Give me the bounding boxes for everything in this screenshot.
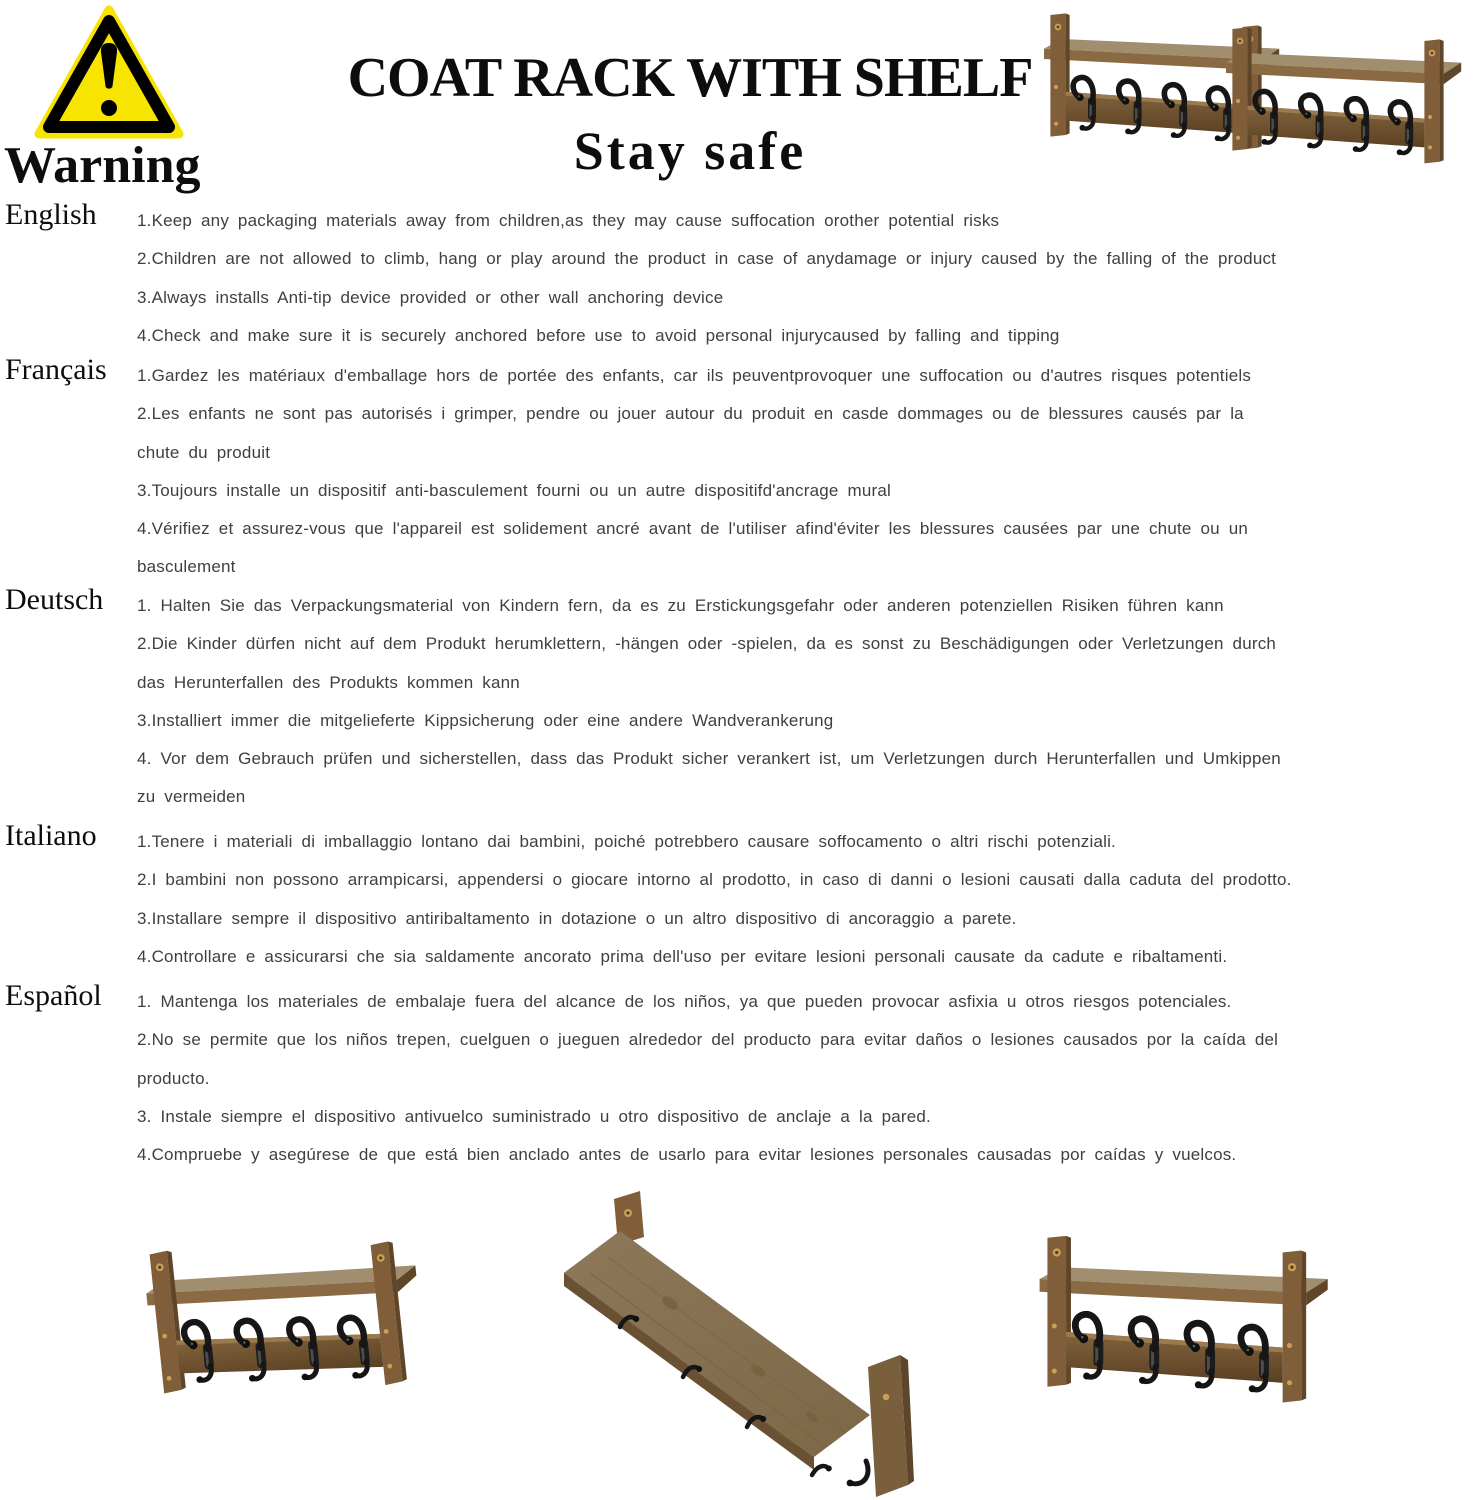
page-subtitle: Stay safe (573, 121, 807, 181)
warning-line: chute du produit (137, 442, 271, 462)
warning-line: 4.Controllare e assicurarsi che sia saldamente ancorato prima dell'uso per evitare lesioni personali causate da cadute e ribaltamenti. (137, 946, 1228, 966)
coat-rack-pair-photo (1012, 2, 1473, 207)
warning-label: Warning (4, 137, 201, 194)
language-label-english: English (5, 198, 97, 231)
warning-line: 1.Tenere i materiali di imballaggio lontano dai bambini, poiché potrebbero causare soffocamento o altri rischi potenziali. (137, 832, 1116, 851)
warning-line: 3.Always installs Anti-tip device provided or other wall anchoring device (137, 287, 724, 307)
warning-line: basculement (137, 557, 236, 577)
warning-line: 2.I bambini non possono arrampicarsi, appendersi o giocare intorno al prodotto, in caso di danni o lesioni causati dalla caduta del prodotto. (137, 870, 1292, 890)
warning-line: 1. Mantenga los materiales de embalaje fuera del alcance de los niños, ya que pueden provocar asfixia u otros riesgos potenciales. (137, 992, 1232, 1011)
warning-line: 4.Compruebe y asegúrese de que está bien anclado antes de usarlo para evitar lesiones personales causadas por caídas y vuelcos. (137, 1145, 1237, 1165)
warning-line: 4. Vor dem Gebrauch prüfen und sicherstellen, dass das Produkt sicher verankert ist, um Verletzungen durch Herunterfallen und Umkippen (137, 749, 1281, 769)
coat-rack-angled-photo (103, 1196, 448, 1456)
coat-rack-front-photo (1012, 1222, 1352, 1427)
section-deutsch (0, 583, 1473, 817)
warning-line: 2.Die Kinder dürfen nicht auf dem Produkt herumklettern, -hängen oder -spielen, da es sonst zu Beschädigungen oder Verletzungen durch (137, 634, 1277, 654)
language-label-francais: Français (5, 353, 107, 386)
warning-line: 4.Check and make sure it is securely anchored before use to avoid personal injurycaused by falling and tipping (137, 325, 1060, 345)
section-espanol (0, 979, 1473, 1174)
page-title-block (310, 47, 1070, 181)
section-italiano (0, 819, 1473, 976)
warning-line: 1.Gardez les matériaux d'emballage hors de portée des enfants, car ils peuventprovoquer une suffocation ou d'autres risques potentiels (137, 366, 1252, 385)
warning-line: 1. Halten Sie das Verpackungsmaterial von Kindern fern, da es zu Erstickungsgefahr oder anderen potenziellen Risiken führen kann (137, 596, 1224, 615)
language-label-deutsch: Deutsch (5, 583, 104, 616)
warning-line: 3.Installare sempre il dispositivo antiribaltamento in dotazione o un altro dispositivo di ancoraggio a parete. (137, 908, 1017, 928)
warning-line: 3.Toujours installe un dispositif anti-basculement fourni ou un autre dispositifd'ancrage mural (137, 480, 891, 500)
coat-rack-topview-photo (550, 1185, 915, 1500)
warning-line: 4.Vérifiez et assurez-vous que l'appareil est solidement ancré avant de l'utiliser afind'éviter les blessures causées par une chute ou un (137, 519, 1249, 539)
page-title: COAT RACK WITH SHELF (347, 47, 1033, 109)
warning-line: producto. (137, 1068, 210, 1088)
warning-triangle-icon (33, 5, 185, 141)
language-label-italiano: Italiano (5, 819, 97, 852)
section-english (0, 198, 1473, 355)
warning-line: 2.Les enfants ne sont pas autorisés i grimper, pendre ou jouer autour du produit en casde dommages ou de blessures causés par la (137, 404, 1244, 424)
warning-line: 2.Children are not allowed to climb, hang or play around the product in case of anydamage or injury caused by the falling of the product (137, 249, 1277, 269)
warning-line: 3. Instale siempre el dispositivo antivuelco suministrado u otro dispositivo de anclaje a la pared. (137, 1106, 931, 1126)
warning-line: 1.Keep any packaging materials away from children,as they may cause suffocation orother potential risks (137, 211, 1000, 230)
language-label-espanol: Español (5, 979, 102, 1012)
warning-line: das Herunterfallen des Produkts kommen kann (137, 672, 520, 692)
warning-line: zu vermeiden (137, 787, 246, 807)
warning-line: 3.Installiert immer die mitgelieferte Kippsicherung oder eine andere Wandverankerung (137, 710, 834, 730)
warning-line: 2.No se permite que los niños trepen, cuelguen o jueguen alrededor del producto para evitar daños o lesiones causados por la caída del (137, 1030, 1279, 1050)
section-francais (0, 353, 1473, 587)
